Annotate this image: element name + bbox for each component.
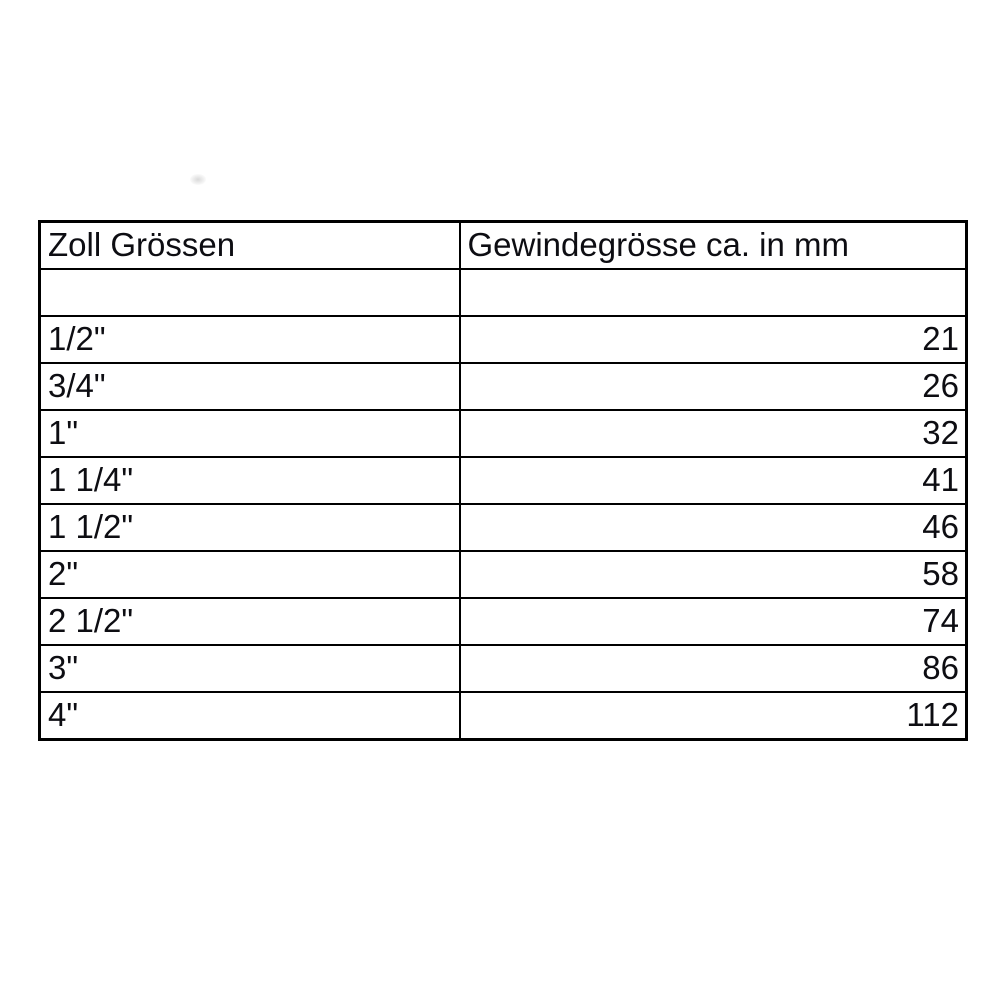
mm-value-cell: 21 [460, 316, 967, 363]
mm-value-cell: 112 [460, 692, 967, 740]
zoll-size-cell [40, 269, 460, 316]
zoll-size-cell: 2 1/2" [40, 598, 460, 645]
table-row [40, 363, 967, 410]
size-conversion-table-wrap [38, 220, 968, 741]
mm-value-cell: 26 [460, 363, 967, 410]
zoll-size-cell: 3" [40, 645, 460, 692]
header-row [40, 222, 967, 270]
zoll-size-cell: 1 1/4" [40, 457, 460, 504]
mm-value-cell [460, 269, 967, 316]
size-conversion-table [38, 220, 968, 741]
mm-value-cell: 46 [460, 504, 967, 551]
zoll-size-cell: 1 1/2" [40, 504, 460, 551]
zoll-size-cell: 4" [40, 692, 460, 740]
zoll-size-cell: 1/2" [40, 316, 460, 363]
table-body [40, 269, 967, 740]
table-row [40, 692, 967, 740]
table-row [40, 269, 967, 316]
zoll-size-cell: 2" [40, 551, 460, 598]
table-row [40, 551, 967, 598]
zoll-size-cell: 3/4" [40, 363, 460, 410]
mm-value-cell: 58 [460, 551, 967, 598]
header-gewindegroesse: Gewindegrösse ca. in mm [460, 222, 967, 270]
table-row [40, 316, 967, 363]
table-row [40, 598, 967, 645]
mm-value-cell: 86 [460, 645, 967, 692]
table-row [40, 410, 967, 457]
table-row [40, 645, 967, 692]
header-zoll-groessen: Zoll Grössen [40, 222, 460, 270]
mm-value-cell: 74 [460, 598, 967, 645]
table-row [40, 457, 967, 504]
table-row [40, 504, 967, 551]
mm-value-cell: 32 [460, 410, 967, 457]
smudge-artifact [190, 174, 206, 185]
zoll-size-cell: 1" [40, 410, 460, 457]
mm-value-cell: 41 [460, 457, 967, 504]
